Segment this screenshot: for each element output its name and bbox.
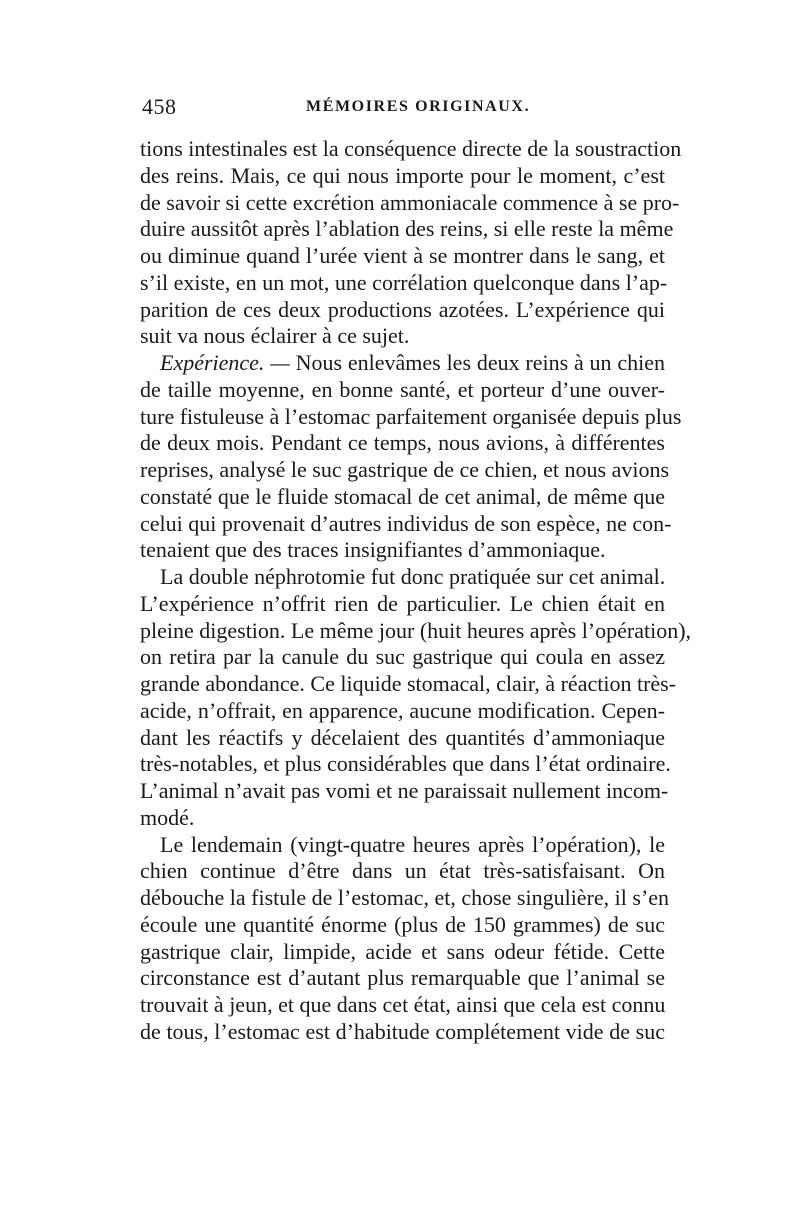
text-line: s’il existe, en un mot, une corrélation quelconque dans l’ap-	[140, 269, 668, 295]
text-line: trouvait à jeun, et que dans cet état, ainsi que cela est connu	[140, 992, 666, 1017]
text-line: suit va nous éclairer à ce sujet.	[140, 323, 410, 349]
text-line: parition de ces deux productions azotées. L’expérience qui	[140, 296, 665, 322]
text-line: gastrique clair, limpide, acide et sans odeur fétide. Cette	[140, 938, 665, 964]
text-line: des reins. Mais, ce qui nous importe pour le moment, c’est	[140, 162, 665, 188]
text-line: tenaient que des traces insignifiantes d’ammoniaque.	[140, 537, 606, 563]
text-line: très-notables, et plus considérables que dans l’état ordinaire.	[140, 751, 671, 777]
text-line: tions intestinales est la conséquence directe de la soustraction	[140, 136, 682, 161]
text-line: ture fistuleuse à l’estomac parfaitement organisée depuis plus	[140, 403, 682, 429]
text-line: constaté que le fluide stomacal de cet animal, de même que	[140, 483, 665, 509]
text-line: La double néphrotomie fut donc pratiquée sur cet animal.	[160, 564, 666, 589]
text-line: circonstance est d’autant plus remarquable que l’animal se	[140, 965, 665, 991]
text-line: de savoir si cette excrétion ammoniacale commence à se pro-	[140, 189, 680, 215]
text-line: de taille moyenne, en bonne santé, et porteur d’une ouver-	[140, 376, 665, 402]
text-line: L’expérience n’offrit rien de particulier. Le chien était en	[140, 590, 665, 616]
text-line: Nous enlevâmes les deux reins à un chien	[295, 350, 666, 375]
text-line: écoule une quantité énorme (plus de 150 grammes) de suc	[140, 911, 665, 937]
text-line: de deux mois. Pendant ce temps, nous avions, à différentes	[140, 430, 665, 456]
text-line: acide, n’offrait, en apparence, aucune modification. Cepen-	[140, 697, 665, 723]
text-line: grande abondance. Ce liquide stomacal, clair, à réaction très-	[140, 671, 677, 696]
text-line: reprises, analysé le suc gastrique de ce chien, et nous avions	[140, 457, 670, 482]
text-line: chien continue d’être dans un état très-satisfaisant. On	[140, 858, 665, 884]
text-line: on retira par la canule du suc gastrique qui coula en assez	[140, 644, 665, 670]
experiment-paragraph-start	[140, 350, 665, 377]
text-line: L’animal n’avait pas vomi et ne paraissait nullement incom-	[140, 778, 669, 803]
text-line: ou diminue quand l’urée vient à se montrer dans le sang, et	[140, 243, 665, 268]
running-title: MÉMOIRES ORIGINAUX.	[306, 98, 531, 115]
running-head	[140, 94, 665, 124]
experiment-label: Expérience. —	[160, 350, 290, 375]
text-line: celui qui provenait d’autres individus de son espèce, ne con-	[140, 510, 672, 536]
text-line: Le lendemain (vingt-quatre heures après l’opération), le	[160, 831, 665, 857]
text-line: de tous, l’estomac est d’habitude complétement vide de suc	[140, 1018, 665, 1044]
body-text	[140, 136, 692, 1046]
text-line: duire aussitôt après l’ablation des reins, si elle reste la même	[140, 216, 674, 242]
text-line: modé.	[140, 804, 195, 830]
text-line: dant les réactifs y décelaient des quantités d’ammoniaque	[140, 724, 665, 750]
text-line: débouche la fistule de l’estomac, et, chose singulière, il s’en	[140, 885, 670, 910]
page-number: 458	[142, 94, 177, 119]
text-line: pleine digestion. Le même jour (huit heures après l’opération),	[140, 617, 692, 643]
